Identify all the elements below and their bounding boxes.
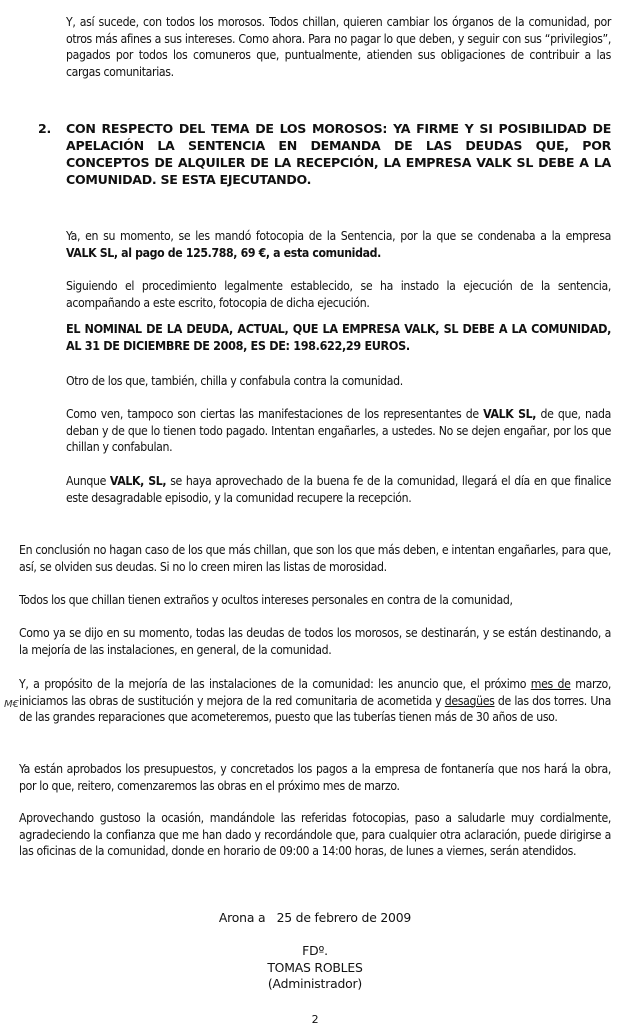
proposito-underlined-1: mes de [530,677,571,691]
como-ven-company: VALK SL, [483,407,537,421]
aunque-text-b: se haya aprovechado de la buena fe de la comunidad, llegará el día en que finalice este desagradable episodio, y la comunidad recupere la recepción. [66,474,611,505]
page-number: 2 [311,1013,319,1026]
aunque-text-a: Aunque [66,474,110,488]
sentencia-amount: VALK SL, al pago de 125.788, 69 €, a esta comunidad. [66,245,381,260]
paragraph-conclusion: En conclusión no hagan caso de los que más chillan, que son los que más deben, e intentan engañarles, para que, así, se olviden sus deudas. Si no lo creen miren las listas de morosidad. [19,543,611,574]
proposito-text-c: de las dos torres. Una de las grandes reparaciones que acometeremos, puesto que las tuberías tienen más de 30 años de uso. [19,693,611,725]
paragraph-presupuestos: Ya están aprobados los presupuestos, y concretados los pagos a la empresa de fontanería que nos hará la obra, por lo que, reitero, comenzaremos las obras en el próximo mes de marzo. [19,762,611,793]
paragraph-proposito [19,676,611,726]
section-2-heading [38,120,611,188]
paragraph-procedimiento: Siguiendo el procedimiento legalmente establecido, se ha instado la ejecución de la sentencia, acompañando a este escrito, fotocopia de dicha ejecución. [66,279,611,310]
proposito-text-a: Y, a propósito de la mejoría de las instalaciones de la comunidad: les anuncio que, el próximo [19,677,531,691]
paragraph-como-ya: Como ya se dijo en su momento, todas las deudas de todos los morosos, se destinarán, y se están destinando, a la mejoría de las instalaciones, en general, de la comunidad. [19,626,611,657]
paragraph-intro: Y, así sucede, con todos los morosos. Todos chillan, quieren cambiar los órganos de la comunidad, por otros más afines a sus intereses. Como ahora. Para no pagar lo que deben, y seguir con sus “privilegios”, pagados por todos los comuneros que, puntualmente, atienden sus obligaciones de contribuir a las cargas comunitarias. [66,15,611,79]
signature-fdo: FDº. [302,943,328,958]
paragraph-como-ven [66,406,611,456]
paragraph-despedida: Aprovechando gustoso la ocasión, mandándole las referidas fotocopias, paso a saludarle muy cordialmente, agradeciendo la confianza que me han dado y recordándole que, para cualquier otra aclaración, puede dirigirse a las oficinas de la comunidad, donde en horario de 09:00 a 14:00 horas, de lunes a viernes, serán atendidos. [19,811,611,859]
paragraph-todos: Todos los que chillan tienen extraños y ocultos intereses personales en contra de la comunidad, [19,593,513,607]
como-ven-text-b: de que, nada deban y de que lo tienen todo pagado. Intentan engañarles, a ustedes. No se dejen engañar, por los que chillan y confabulan. [66,407,611,455]
handwritten-margin-note: M€ [4,699,19,710]
section-number: 2. [38,121,51,136]
date-line: Arona a 25 de febrero de 2009 [218,910,412,925]
paragraph-nominal-debt: EL NOMINAL DE LA DEUDA, ACTUAL, QUE LA EMPRESA VALK, SL DEBE A LA COMUNIDAD, AL 31 DE DICIEMBRE DE 2008, ES DE: 198.622,29 EUROS. [66,321,611,353]
sentencia-text: Ya, en su momento, se les mandó fotocopia de la Sentencia, por la que se condenaba a la empresa [66,229,611,243]
signature-name: TOMAS ROBLES [267,959,363,975]
signature-role: (Administrador) [267,976,363,991]
paragraph-sentencia [66,228,611,261]
signature-block [150,943,480,993]
como-ven-text-a: Como ven, tampoco son ciertas las manifestaciones de los representantes de [66,407,484,421]
proposito-underlined-2: desagües [444,693,495,708]
section-title: CON RESPECTO DEL TEMA DE LOS MOROSOS: YA FIRME Y SI POSIBILIDAD DE APELACIÓN LA SENTENCIA EN DEMANDA DE LAS DEUDAS QUE, POR CONCEPTOS DE ALQUILER DE LA RECEPCIÓN, LA EMPRESA VALK SL DEBE A LA COMUNIDAD. SE ESTA EJECUTANDO. [66,121,611,187]
aunque-company: VALK, SL, [109,474,167,488]
paragraph-aunque [66,473,611,506]
proposito-text-b: marzo, iniciamos las obras de sustitución y mejora de la red comunitaria de acometida y [19,677,611,708]
paragraph-otro: Otro de los que, también, chilla y confabula contra la comunidad. [66,374,403,388]
